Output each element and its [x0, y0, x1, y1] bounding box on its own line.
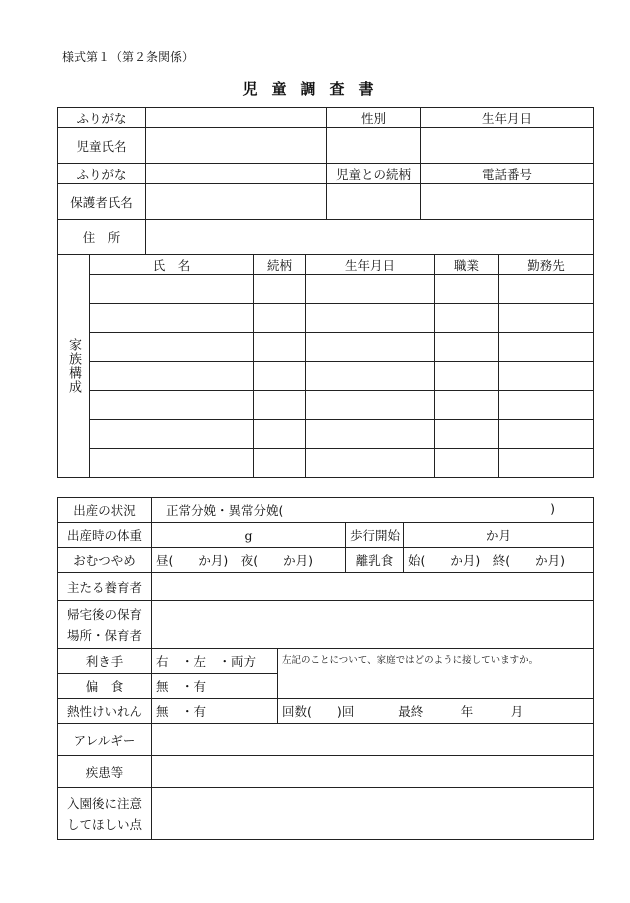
diaper-value: 昼( か月) 夜( か月)	[156, 553, 314, 568]
child-info-table	[57, 107, 594, 255]
birth-status-label: 出産の状況	[58, 498, 152, 523]
family-workplace-cell[interactable]	[499, 275, 594, 304]
birth-weight-unit: g	[244, 527, 253, 543]
febrile-value: 無 ・有	[156, 704, 207, 719]
allergy-label: アレルギー	[58, 724, 152, 756]
diaper-field[interactable]	[152, 548, 346, 573]
family-name-cell[interactable]	[90, 333, 254, 362]
address-field[interactable]	[146, 220, 594, 255]
family-birthdate-cell[interactable]	[306, 362, 435, 391]
family-label: 家族構成	[58, 255, 90, 478]
notes-field[interactable]	[152, 788, 594, 840]
family-birthdate-cell[interactable]	[306, 420, 435, 449]
family-row	[58, 275, 594, 304]
allergy-field[interactable]	[152, 724, 594, 756]
handedness-field[interactable]	[152, 649, 278, 674]
guardian-name-field[interactable]	[146, 184, 327, 220]
family-relation-cell[interactable]	[254, 449, 306, 478]
disease-field[interactable]	[152, 756, 594, 788]
family-relation-cell[interactable]	[254, 391, 306, 420]
febrile-label: 熱性けいれん	[58, 699, 152, 724]
walk-unit: か月	[486, 528, 512, 543]
family-relation-cell[interactable]	[254, 333, 306, 362]
details-table	[57, 497, 594, 840]
family-birthdate-cell[interactable]	[306, 333, 435, 362]
after-school-label: 帰宅後の保育場所・保育者	[58, 601, 152, 649]
family-col-relation: 続柄	[254, 255, 306, 275]
family-row	[58, 362, 594, 391]
family-name-cell[interactable]	[90, 391, 254, 420]
family-relation-cell[interactable]	[254, 420, 306, 449]
child-name-label: 児童氏名	[58, 128, 146, 164]
family-col-birthdate: 生年月日	[306, 255, 435, 275]
family-workplace-cell[interactable]	[499, 362, 594, 391]
family-workplace-cell[interactable]	[499, 333, 594, 362]
family-relation-cell[interactable]	[254, 304, 306, 333]
family-job-cell[interactable]	[435, 333, 499, 362]
weaning-value: 始( か月) 終( か月)	[408, 553, 566, 568]
birthdate-field[interactable]	[421, 128, 594, 164]
family-job-cell[interactable]	[435, 362, 499, 391]
family-table	[57, 254, 594, 478]
child-furigana-field[interactable]	[146, 108, 327, 128]
family-job-cell[interactable]	[435, 391, 499, 420]
family-name-cell[interactable]	[90, 362, 254, 391]
phone-label: 電話番号	[421, 164, 594, 184]
family-name-cell[interactable]	[90, 449, 254, 478]
handedness-value: 右 ・左 ・両方	[156, 654, 257, 669]
handedness-question: 左記のことについて、家庭ではどのように接していますか。	[278, 649, 594, 699]
guardian-furigana-field[interactable]	[146, 164, 327, 184]
caregiver-label: 主たる養育者	[58, 573, 152, 601]
picky-value: 無 ・有	[156, 679, 207, 694]
febrile-count: 回数( )回	[282, 704, 355, 719]
birth-status-field[interactable]	[152, 498, 594, 523]
febrile-field[interactable]	[152, 699, 278, 724]
family-col-job: 職業	[435, 255, 499, 275]
family-job-cell[interactable]	[435, 304, 499, 333]
diaper-label: おむつやめ	[58, 548, 152, 573]
picky-label: 偏 食	[58, 674, 152, 699]
family-workplace-cell[interactable]	[499, 449, 594, 478]
family-birthdate-cell[interactable]	[306, 275, 435, 304]
family-row	[58, 449, 594, 478]
family-row	[58, 391, 594, 420]
birth-status-close: )	[550, 501, 556, 516]
family-workplace-cell[interactable]	[499, 391, 594, 420]
weaning-field[interactable]	[404, 548, 594, 573]
family-workplace-cell[interactable]	[499, 304, 594, 333]
family-job-cell[interactable]	[435, 449, 499, 478]
weaning-label: 離乳食	[346, 548, 404, 573]
walk-field[interactable]	[404, 523, 594, 548]
address-label: 住 所	[58, 220, 146, 255]
family-job-cell[interactable]	[435, 420, 499, 449]
notes-label: 入園後に注意してほしい点	[58, 788, 152, 840]
after-school-field[interactable]	[152, 601, 594, 649]
guardian-furigana-label: ふりがな	[58, 164, 146, 184]
relation-label: 児童との続柄	[327, 164, 421, 184]
birth-status-value: 正常分娩・異常分娩(	[166, 503, 284, 518]
caregiver-field[interactable]	[152, 573, 594, 601]
child-name-field[interactable]	[146, 128, 327, 164]
febrile-last: 最終 年 月	[398, 704, 524, 719]
birth-weight-field[interactable]	[152, 523, 346, 548]
disease-label: 疾患等	[58, 756, 152, 788]
family-row	[58, 420, 594, 449]
family-row	[58, 333, 594, 362]
family-name-cell[interactable]	[90, 304, 254, 333]
family-col-workplace: 勤務先	[499, 255, 594, 275]
form-caption: 様式第１（第２条関係）	[62, 50, 195, 64]
sex-field[interactable]	[327, 128, 421, 164]
family-col-name: 氏 名	[90, 255, 254, 275]
birthdate-label: 生年月日	[421, 108, 594, 128]
page-title: 児童調査書	[242, 80, 388, 98]
family-birthdate-cell[interactable]	[306, 449, 435, 478]
furigana-label: ふりがな	[58, 108, 146, 128]
walk-label: 歩行開始	[346, 523, 404, 548]
family-name-cell[interactable]	[90, 275, 254, 304]
sex-label: 性別	[327, 108, 421, 128]
handedness-label: 利き手	[58, 649, 152, 674]
birth-weight-label: 出産時の体重	[58, 523, 152, 548]
febrile-detail-field[interactable]	[278, 699, 594, 724]
guardian-name-label: 保護者氏名	[58, 184, 146, 220]
picky-field[interactable]	[152, 674, 278, 699]
family-workplace-cell[interactable]	[499, 420, 594, 449]
phone-field[interactable]	[421, 184, 594, 220]
family-birthdate-cell[interactable]	[306, 391, 435, 420]
family-birthdate-cell[interactable]	[306, 304, 435, 333]
family-job-cell[interactable]	[435, 275, 499, 304]
family-row	[58, 304, 594, 333]
family-name-cell[interactable]	[90, 420, 254, 449]
relation-field[interactable]	[327, 184, 421, 220]
family-relation-cell[interactable]	[254, 275, 306, 304]
family-relation-cell[interactable]	[254, 362, 306, 391]
